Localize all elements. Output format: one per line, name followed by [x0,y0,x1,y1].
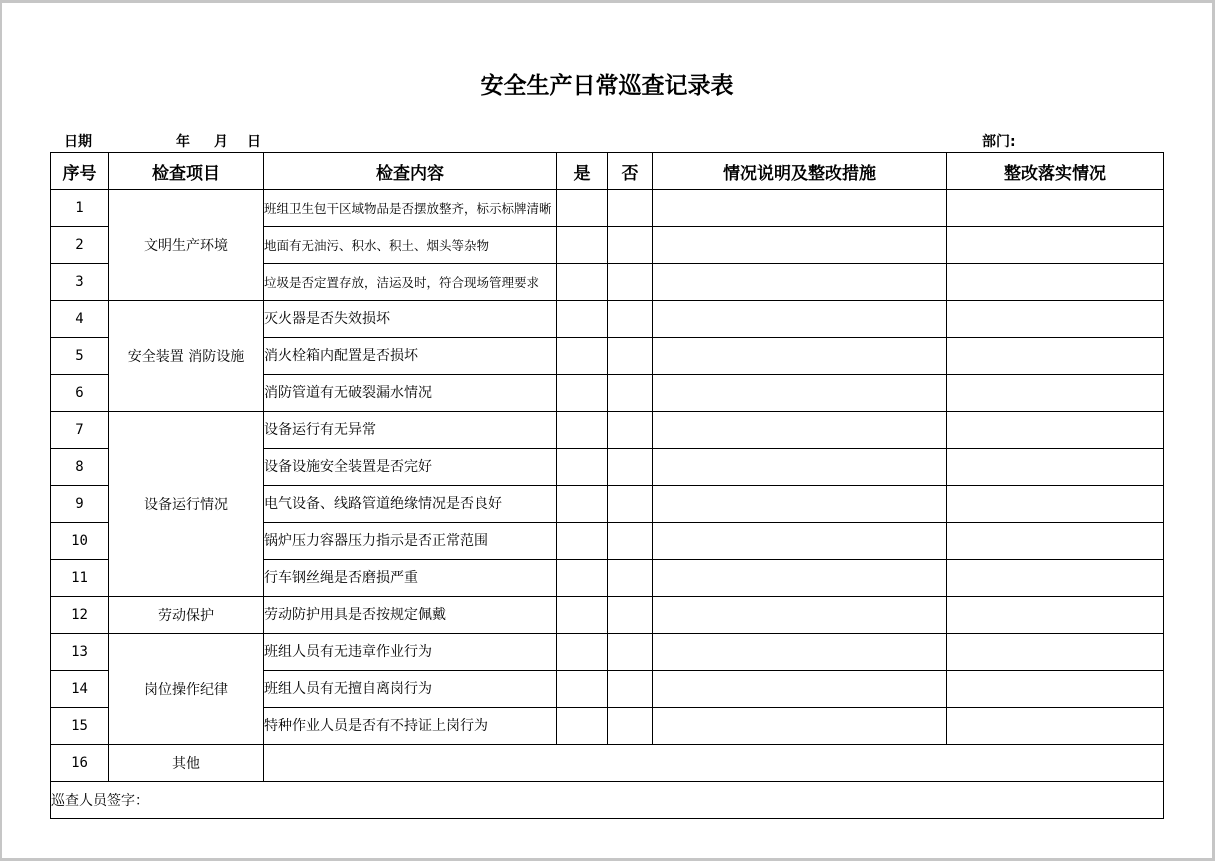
document-page [2,3,1212,858]
yes-cell[interactable] [557,190,608,227]
seq-cell: 15 [51,708,109,745]
table-row [51,634,1164,671]
description-cell[interactable] [653,523,947,560]
yes-cell[interactable] [557,338,608,375]
no-cell[interactable] [608,523,653,560]
day-label: 日 [247,134,261,150]
implementation-cell[interactable] [947,375,1164,412]
content-cell: 设备运行有无异常 [264,412,557,449]
header-row [51,153,1164,190]
signature-row [51,782,1164,819]
description-cell[interactable] [653,449,947,486]
header-yes: 是 [557,153,608,190]
description-cell[interactable] [653,597,947,634]
yes-cell[interactable] [557,486,608,523]
no-cell[interactable] [608,338,653,375]
seq-cell: 4 [51,301,109,338]
content-cell: 班组人员有无违章作业行为 [264,634,557,671]
yes-cell[interactable] [557,634,608,671]
no-cell[interactable] [608,597,653,634]
no-cell[interactable] [608,671,653,708]
yes-cell[interactable] [557,449,608,486]
description-cell[interactable] [653,634,947,671]
implementation-cell[interactable] [947,708,1164,745]
no-cell[interactable] [608,560,653,597]
yes-cell[interactable] [557,671,608,708]
implementation-cell[interactable] [947,634,1164,671]
yes-cell[interactable] [557,227,608,264]
implementation-cell[interactable] [947,264,1164,301]
header-description: 情况说明及整改措施 [653,153,947,190]
inspection-table [50,152,1164,819]
content-cell: 行车钢丝绳是否磨损严重 [264,560,557,597]
no-cell[interactable] [608,708,653,745]
year-label: 年 [176,134,190,150]
no-cell[interactable] [608,449,653,486]
yes-cell[interactable] [557,523,608,560]
table-row [51,597,1164,634]
implementation-cell[interactable] [947,449,1164,486]
date-label: 日期 [64,134,92,150]
month-label: 月 [214,134,228,150]
yes-cell[interactable] [557,708,608,745]
content-cell: 劳动防护用具是否按规定佩戴 [264,597,557,634]
seq-cell: 16 [51,745,109,782]
category-cell: 安全装置 消防设施 [109,301,264,412]
category-cell: 岗位操作纪律 [109,634,264,745]
description-cell[interactable] [653,708,947,745]
yes-cell[interactable] [557,560,608,597]
description-cell[interactable] [653,486,947,523]
content-cell: 班组人员有无擅自离岗行为 [264,671,557,708]
header-implementation: 整改落实情况 [947,153,1164,190]
no-cell[interactable] [608,412,653,449]
header-no: 否 [608,153,653,190]
implementation-cell[interactable] [947,190,1164,227]
yes-cell[interactable] [557,264,608,301]
description-cell[interactable] [653,227,947,264]
page-title: 安全生产日常巡查记录表 [480,73,734,99]
seq-cell: 7 [51,412,109,449]
description-cell[interactable] [653,190,947,227]
yes-cell[interactable] [557,301,608,338]
header-content: 检查内容 [264,153,557,190]
no-cell[interactable] [608,634,653,671]
description-cell[interactable] [653,301,947,338]
content-cell: 电气设备、线路管道绝缘情况是否良好 [264,486,557,523]
seq-cell: 12 [51,597,109,634]
signature-cell[interactable]: 巡查人员签字： [51,782,1164,819]
description-cell[interactable] [653,264,947,301]
seq-cell: 2 [51,227,109,264]
implementation-cell[interactable] [947,560,1164,597]
content-cell: 地面有无油污、积水、积土、烟头等杂物 [264,227,557,264]
no-cell[interactable] [608,227,653,264]
no-cell[interactable] [608,486,653,523]
content-cell: 班组卫生包干区域物品是否摆放整齐，标示标牌清晰 [264,190,557,227]
category-cell: 文明生产环境 [109,190,264,301]
content-cell: 锅炉压力容器压力指示是否正常范围 [264,523,557,560]
seq-cell: 9 [51,486,109,523]
table-row [51,190,1164,227]
seq-cell: 14 [51,671,109,708]
header-seq: 序号 [51,153,109,190]
category-cell: 劳动保护 [109,597,264,634]
implementation-cell[interactable] [947,523,1164,560]
no-cell[interactable] [608,301,653,338]
no-cell[interactable] [608,375,653,412]
seq-cell: 13 [51,634,109,671]
department-label: 部门: [982,134,1016,150]
yes-cell[interactable] [557,412,608,449]
description-cell[interactable] [653,375,947,412]
seq-cell: 3 [51,264,109,301]
yes-cell[interactable] [557,375,608,412]
table-row [51,745,1164,782]
seq-cell: 6 [51,375,109,412]
content-cell: 特种作业人员是否有不持证上岗行为 [264,708,557,745]
implementation-cell[interactable] [947,671,1164,708]
category-cell: 设备运行情况 [109,412,264,597]
description-cell[interactable] [653,560,947,597]
yes-cell[interactable] [557,597,608,634]
seq-cell: 8 [51,449,109,486]
seq-cell: 11 [51,560,109,597]
content-cell: 垃圾是否定置存放，洁运及时，符合现场管理要求 [264,264,557,301]
content-cell: 设备设施安全装置是否完好 [264,449,557,486]
category-cell: 其他 [109,745,264,782]
description-cell[interactable] [653,671,947,708]
implementation-cell[interactable] [947,338,1164,375]
content-cell: 消防管道有无破裂漏水情况 [264,375,557,412]
implementation-cell[interactable] [947,597,1164,634]
seq-cell: 10 [51,523,109,560]
implementation-cell[interactable] [947,412,1164,449]
content-cell: 消火栓箱内配置是否损坏 [264,338,557,375]
no-cell[interactable] [608,264,653,301]
table-row [51,301,1164,338]
seq-cell: 5 [51,338,109,375]
description-cell[interactable] [653,338,947,375]
header-item: 检查项目 [109,153,264,190]
implementation-cell[interactable] [947,301,1164,338]
table-row [51,412,1164,449]
seq-cell: 1 [51,190,109,227]
no-cell[interactable] [608,190,653,227]
description-cell[interactable] [653,412,947,449]
implementation-cell[interactable] [947,486,1164,523]
implementation-cell[interactable] [947,227,1164,264]
other-notes-cell[interactable] [264,745,1164,782]
content-cell: 灭火器是否失效损坏 [264,301,557,338]
